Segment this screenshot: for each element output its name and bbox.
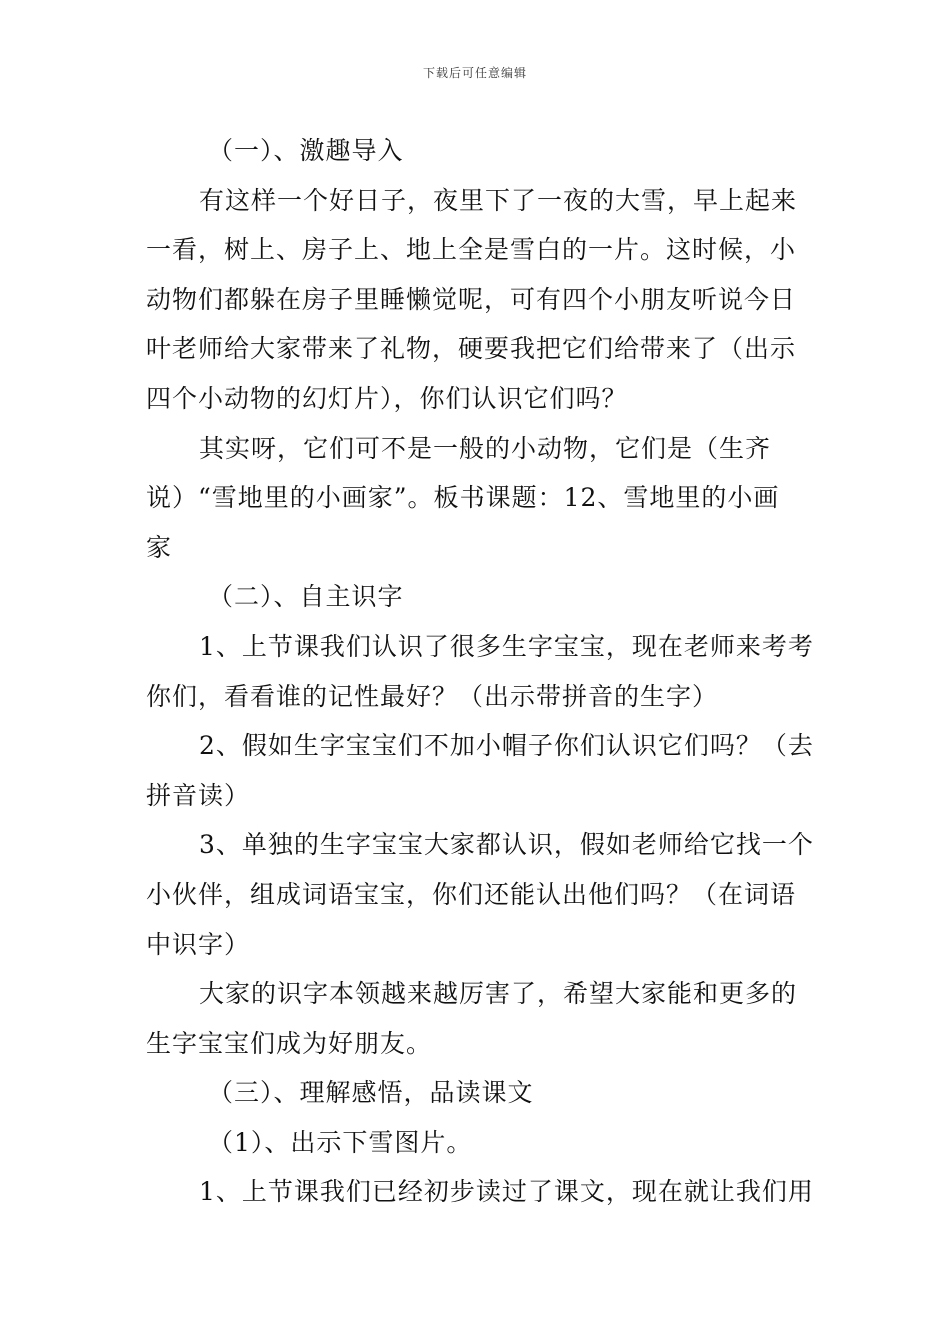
- paragraph-line: 生字宝宝们成为好朋友。: [146, 1028, 433, 1058]
- page-header: 下载后可任意编辑: [422, 66, 527, 80]
- paragraph-line: 一看，树上、房子上、地上全是雪白的一片。这时候，小: [146, 235, 797, 265]
- paragraph-line: 大家的识字本领越来越厉害了，希望大家能和更多的: [199, 979, 798, 1009]
- paragraph-line: 说）“雪地里的小画家”。板书课题：12、雪地里的小画: [146, 483, 780, 513]
- paragraph-line: 你们，看看谁的记性最好？（出示带拼音的生字）: [146, 681, 719, 711]
- paragraph-line: 小伙伴，组成词语宝宝，你们还能认出他们吗？（在词语: [146, 879, 797, 909]
- paragraph-line: 家: [146, 532, 173, 562]
- paragraph-line: 有这样一个好日子，夜里下了一夜的大雪，早上起来: [199, 185, 798, 215]
- section-heading-2: （二）、自主识字: [208, 582, 404, 612]
- subsection-heading: （1）、出示下雪图片。: [208, 1127, 473, 1157]
- section-heading-3: （三）、理解感悟，品读课文: [208, 1078, 534, 1108]
- paragraph-line: 拼音读）: [146, 780, 251, 810]
- paragraph-line: 1、上节课我们已经初步读过了课文，现在就让我们用: [199, 1177, 814, 1207]
- paragraph-line: 中识字）: [146, 929, 251, 959]
- paragraph-line: 其实呀，它们可不是一般的小动物，它们是（生齐: [199, 433, 772, 463]
- paragraph-line: 动物们都躲在房子里睡懒觉呢，可有四个小朋友听说今日: [146, 284, 797, 314]
- paragraph-line: 四个小动物的幻灯片），你们认识它们吗？: [146, 383, 628, 413]
- section-heading-1: （一）、激趣导入: [208, 136, 404, 165]
- paragraph-line: 叶老师给大家带来了礼物，硬要我把它们给带来了（出示: [146, 334, 797, 364]
- paragraph-line: 1、上节课我们认识了很多生字宝宝，现在老师来考考: [199, 631, 814, 661]
- paragraph-line: 3、单独的生字宝宝大家都认识，假如老师给它找一个: [199, 830, 814, 860]
- paragraph-line: 2、假如生字宝宝们不加小帽子你们认识它们吗？（去: [199, 731, 814, 761]
- document-body: [146, 126, 814, 1217]
